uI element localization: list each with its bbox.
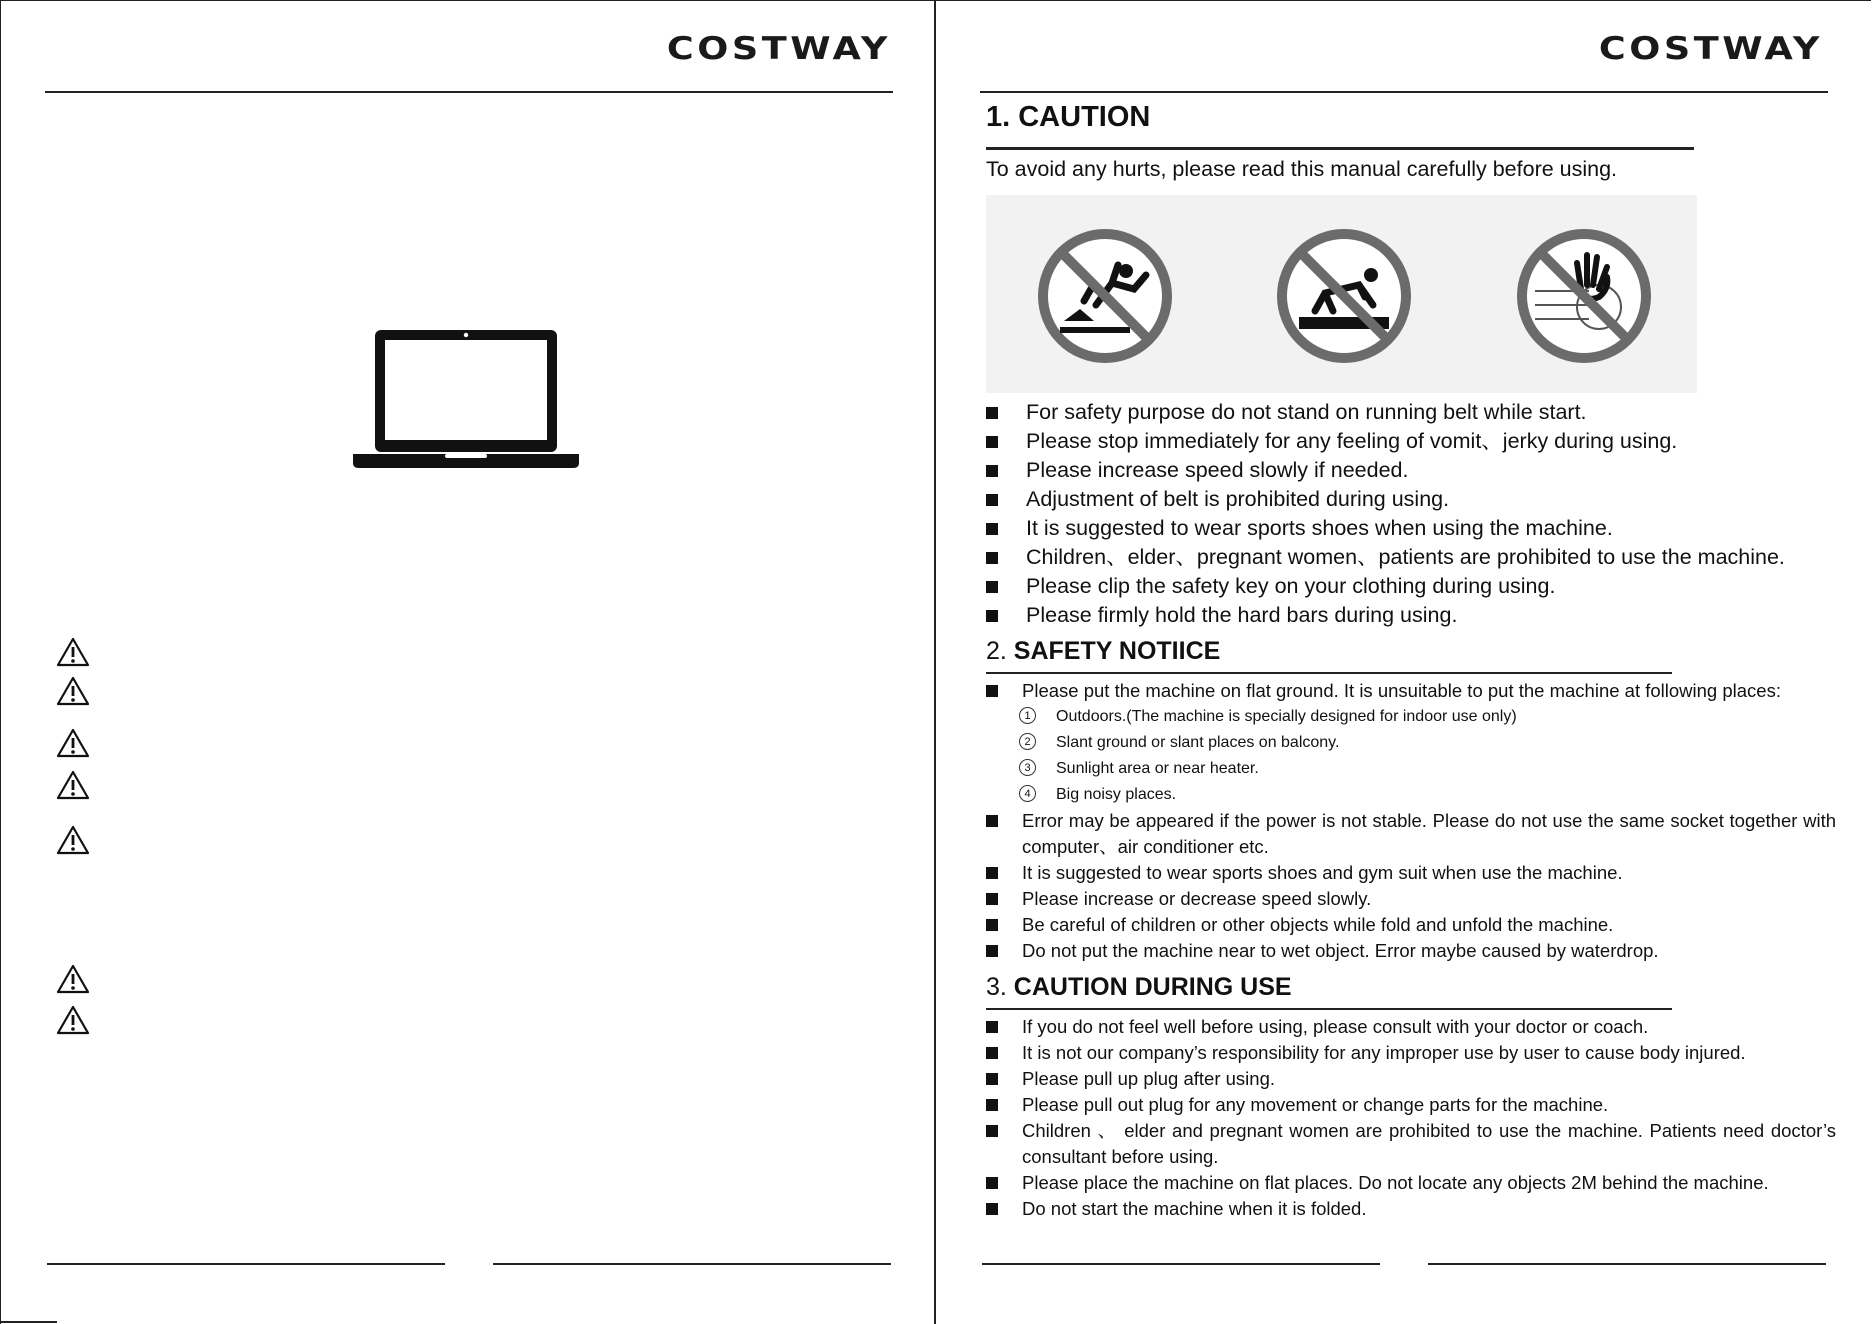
place-item [986,782,1836,808]
laptop-icon [353,327,579,471]
safety-notice-heading [986,637,1220,666]
caution-intro: To avoid any hurts, please read this manual carefully before using. [986,157,1618,181]
warning-icon [56,1005,90,1035]
no-climbing-on-belt-icon [1275,227,1413,365]
circled-number: 3 [1019,759,1036,776]
caution-heading-rule [986,147,1694,150]
caution-during-use-heading [986,973,1292,1002]
warning-icon [56,825,90,855]
footer-rule [1428,1263,1826,1265]
footer-rule [47,1263,445,1265]
circled-number: 1 [1019,707,1036,724]
section-title: SAFETY NOTIICE [1013,637,1221,665]
header-rule [45,91,893,93]
prohibition-pictograms [986,195,1697,393]
caution-during-use-list [986,1014,1836,1222]
no-standing-on-belt-icon [1036,227,1174,365]
place-item [986,704,1836,730]
list-item: It is not our company’s responsibility for any improper use by user to cause body injured. [986,1040,1836,1066]
footer-rule [493,1263,891,1265]
place-item [986,756,1836,782]
list-item: Please pull out plug for any movement or change parts for the machine. [986,1092,1836,1118]
place-text: Big noisy places. [1056,786,1177,803]
list-item: Do not start the machine when it is folded. [986,1196,1836,1222]
list-item: Please increase or decrease speed slowly. [986,886,1836,912]
list-item: Please clip the safety key on your clothing during using. [986,572,1785,601]
brand-logo: COSTWAY [666,31,891,67]
list-item: It is suggested to wear sports shoes when using the machine. [986,514,1785,543]
list-item: Please put the machine on flat ground. It is unsuitable to put the machine at following places: [986,678,1836,704]
list-item: Please increase speed slowly if needed. [986,456,1785,485]
caution-list [986,398,1785,630]
left-page [0,0,935,1324]
place-text: Outdoors.(The machine is specially designed for indoor use only) [1056,708,1517,725]
list-item: If you do not feel well before using, please consult with your doctor or coach. [986,1014,1836,1040]
list-item: Children 、 elder and pregnant women are prohibited to use the machine. Patients need doctor’s consultant before using. [986,1118,1836,1170]
list-item: Error may be appeared if the power is not stable. Please do not use the same socket together with computer、air conditioner etc. [986,808,1836,860]
list-item: Please stop immediately for any feeling of vomit、jerky during using. [986,427,1785,456]
place-text: Sunlight area or near heater. [1056,760,1259,777]
list-item: Please place the machine on flat places. Do not locate any objects 2M behind the machine. [986,1170,1836,1196]
place-item [986,730,1836,756]
list-item: Be careful of children or other objects while fold and unfold the machine. [986,912,1836,938]
list-item: Please pull up plug after using. [986,1066,1836,1092]
place-text: Slant ground or slant places on balcony. [1056,734,1340,751]
list-item: Do not put the machine near to wet object. Error maybe caused by waterdrop. [986,938,1836,964]
warning-icon [56,770,90,800]
caution-heading: 1. CAUTION [986,101,1151,133]
circled-number: 4 [1019,785,1036,802]
brand-logo: COSTWAY [1598,31,1823,67]
list-item: Adjustment of belt is prohibited during using. [986,485,1785,514]
list-item: It is suggested to wear sports shoes and gym suit when use the machine. [986,860,1836,886]
section-number: 2. [986,637,1014,665]
header-rule [980,91,1828,93]
warning-icon [56,964,90,994]
warning-icon [56,728,90,758]
warning-icon [56,637,90,667]
bottom-mark [1,1321,57,1323]
circled-number: 2 [1019,733,1036,750]
footer-rule [982,1263,1380,1265]
safety-notice-list [986,678,1836,964]
list-item: For safety purpose do not stand on running belt while start. [986,398,1785,427]
no-hand-near-roller-icon [1515,227,1653,365]
right-page [936,0,1871,1324]
caution-during-use-heading-rule [986,1008,1672,1010]
section-number: 3. [986,973,1014,1001]
list-item: Please firmly hold the hard bars during using. [986,601,1785,630]
section-title: CAUTION DURING USE [1013,973,1292,1001]
list-item: Children、elder、pregnant women、patients are prohibited to use the machine. [986,543,1785,572]
warning-icon [56,676,90,706]
safety-notice-heading-rule [986,672,1672,674]
